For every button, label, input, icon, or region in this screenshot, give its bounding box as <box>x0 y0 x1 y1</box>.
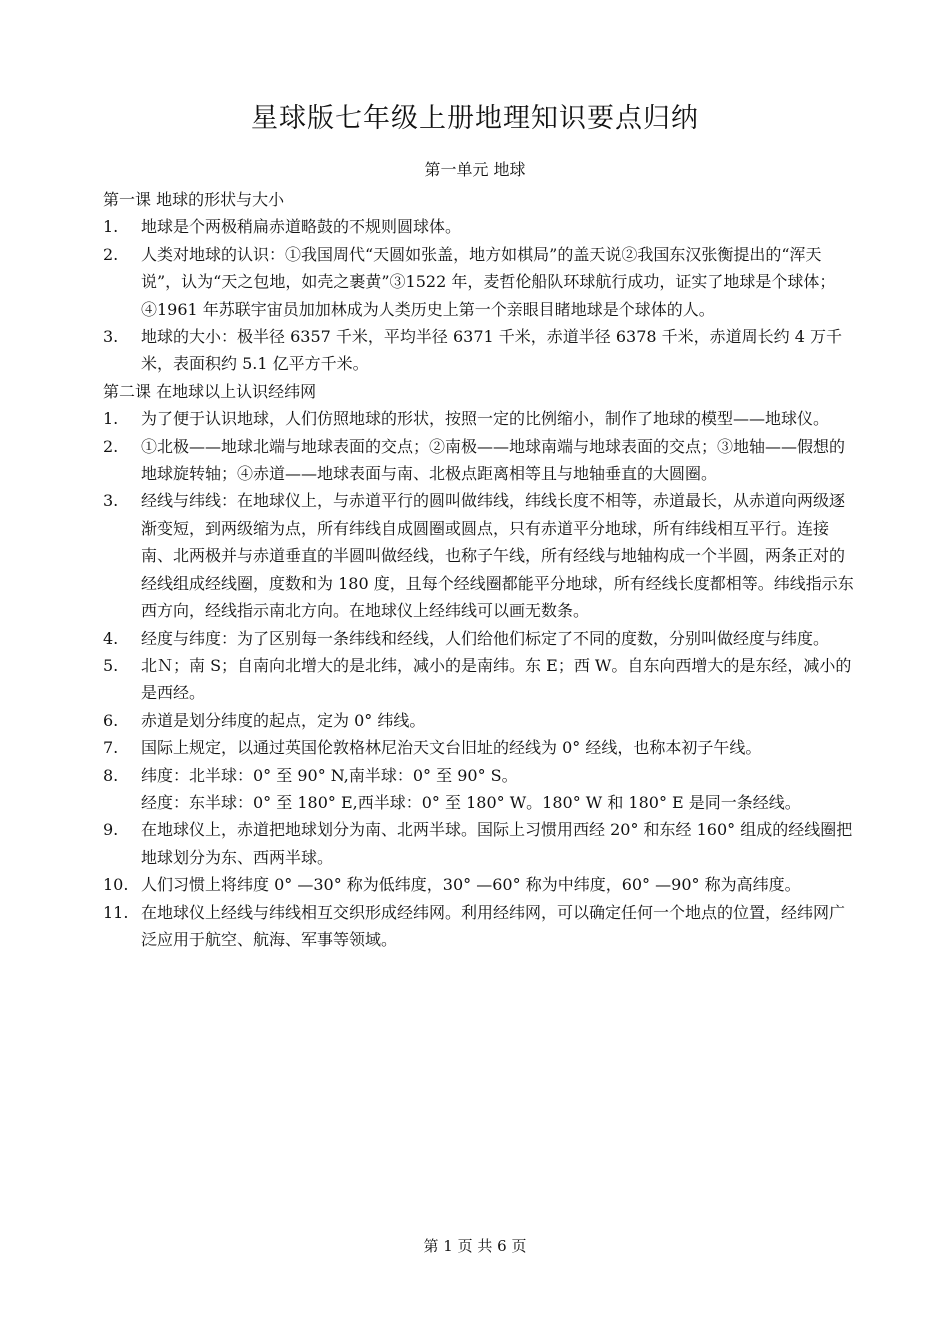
list-item <box>103 213 855 240</box>
list-item-number: 5. <box>103 655 119 675</box>
list-item <box>103 323 855 378</box>
list-item <box>103 734 855 761</box>
list-item-text: 人们习惯上将纬度 0° —30° 称为低纬度，30° —60° 称为中纬度，60° —90° 称为高纬度。 <box>141 875 801 895</box>
list-item-text: 在地球仪上经线与纬线相互交织形成经纬网。利用经纬网，可以确定任何一个地点的位置，经纬网广泛应用于航空、航海、军事等领域。 <box>141 902 846 949</box>
document-body <box>103 186 855 953</box>
list-item-text: 经线与纬线：在地球仪上，与赤道平行的圆叫做纬线，纬线长度不相等，赤道最长，从赤道向两级逐渐变短，到两级缩为点，所有纬线自成圆圈或圆点，只有赤道平分地球，所有纬线相互平行。连接南、北两极并与赤道垂直的半圆叫做经线，也称子午线，所有经线与地轴构成一个半圆，两条正对的经线组成经线圈，度数和为 180 度，且每个经线圈都能平分地球，所有经线长度都相等。纬线指示东西方向，经线指示南北方向。在地球仪上经纬线可以画无数条。 <box>141 491 854 621</box>
list-item-number: 6. <box>103 710 119 730</box>
lesson-heading-1: 第一课 地球的形状与大小 <box>103 190 285 209</box>
list-item-text: 为了便于认识地球，人们仿照地球的形状，按照一定的比例缩小，制作了地球的模型——地球仪。 <box>141 409 830 429</box>
list-item-number: 9. <box>103 820 119 840</box>
list-item-number: 3. <box>103 491 119 511</box>
list-item-text: 赤道是划分纬度的起点，定为 0° 纬线。 <box>141 710 426 730</box>
list-item <box>103 899 855 954</box>
list-item <box>103 625 855 652</box>
list-item <box>103 241 855 323</box>
list-item-text: 地球的大小：极半径 6357 千米，平均半径 6371 千米，赤道半径 6378 千米，赤道周长约 4 万千米，表面积约 5.1 亿平方千米。 <box>141 327 843 374</box>
lesson-heading-2: 第二课 在地球以上认识经纬网 <box>103 381 317 401</box>
list-item-text: 在地球仪上，赤道把地球划分为南、北两半球。国际上习惯用西经 20° 和东经 160° 组成的经线圈把地球划分为东、西两半球。 <box>141 820 853 867</box>
lesson-1-list <box>103 213 855 377</box>
list-item-text: 人类对地球的认识：①我国周代“天圆如张盖，地方如棋局”的盖天说②我国东汉张衡提出的“浑天说”，认为“天之包地，如壳之裹黄”③1522 年，麦哲伦船队环球航行成功，证实了地球是个球体；④1961 年苏联宇宙员加加林成为人类历史上第一个亲眼目睹地球是个球体的人。 <box>141 244 836 319</box>
list-item-continuation: 经度：东半球：0° 至 180° E,西半球：0° 至 180° W。180° W 和 180° E 是同一条经线。 <box>141 792 801 812</box>
list-item-text: 经度与纬度：为了区别每一条纬线和经线，人们给他们标定了不同的度数，分别叫做经度与纬度。 <box>141 628 830 648</box>
list-item-number: 3. <box>103 327 119 347</box>
list-item <box>103 762 855 789</box>
list-item-text: 地球是个两极稍扁赤道略鼓的不规则圆球体。 <box>141 217 462 237</box>
list-item <box>103 487 855 624</box>
list-item-number: 8. <box>103 765 119 785</box>
list-item <box>103 816 855 871</box>
list-item <box>103 652 855 707</box>
list-item-text: 国际上规定，以通过英国伦敦格林尼治天文台旧址的经线为 0° 经线，也称本初子午线。 <box>141 738 762 758</box>
lesson-2-list <box>103 405 855 953</box>
list-item-number: 4. <box>103 628 119 648</box>
list-item-number: 11. <box>103 902 129 922</box>
page-footer: 第 1 页 共 6 页 <box>423 1237 527 1255</box>
list-item-text: ①北极——地球北端与地球表面的交点；②南极——地球南端与地球表面的交点；③地轴——假想的地球旋转轴；④赤道——地球表面与南、北极点距离相等且与地轴垂直的大圆圈。 <box>141 436 846 484</box>
list-item-number: 7. <box>103 738 119 758</box>
list-item-text: 纬度：北半球：0° 至 90° N,南半球：0° 至 90° S。 <box>141 765 518 785</box>
unit-heading: 第一单元 地球 <box>424 160 526 179</box>
list-item <box>103 707 855 734</box>
list-item-number: 1. <box>103 217 119 237</box>
list-item-number: 2. <box>103 244 119 264</box>
list-item-number: 10. <box>103 875 129 895</box>
list-item <box>103 433 855 488</box>
list-item-text: 北Ｎ；南 S；自南向北增大的是北纬，减小的是南纬。东 E；西 W。自东向西增大的是东经，减小的是西经。 <box>141 655 852 703</box>
list-item <box>103 871 855 898</box>
list-item-number: 2. <box>103 436 119 456</box>
list-item-number: 1. <box>103 409 119 429</box>
document-title: 星球版七年级上册地理知识要点归纳 <box>251 103 699 134</box>
list-item <box>103 405 855 432</box>
